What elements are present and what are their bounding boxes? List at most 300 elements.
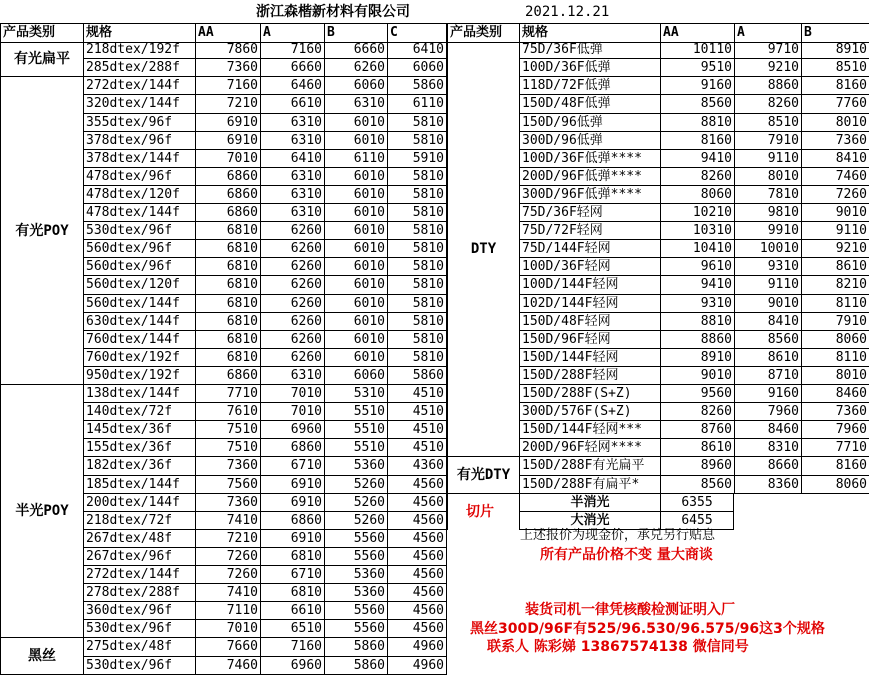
right-spec-cell: 118D/72F低弹 <box>519 77 660 95</box>
left-price-cell: 5260 <box>324 512 387 530</box>
left-price-cell: 5860 <box>324 657 387 675</box>
left-spec-cell: 185dtex/144f <box>83 476 195 494</box>
right-category <box>447 41 519 457</box>
left-price-cell: 7010 <box>260 385 324 403</box>
left-price-cell: 7410 <box>195 512 260 530</box>
right-price-cell: 9710 <box>734 41 801 59</box>
left-price-cell: 6910 <box>260 476 324 494</box>
left-price-cell: 6610 <box>260 95 324 114</box>
left-price-cell: 7010 <box>260 403 324 421</box>
right-price-cell: 8760 <box>660 421 734 439</box>
left-price-cell: 7260 <box>195 548 260 566</box>
left-price-cell: 5810 <box>387 204 447 222</box>
right-price-cell: 8110 <box>801 349 869 367</box>
left-price-cell: 5810 <box>387 186 447 204</box>
left-price-cell: 7860 <box>195 41 260 59</box>
right-price-cell: 8710 <box>734 367 801 385</box>
right-price-cell: 9410 <box>660 150 734 168</box>
note-cash-price: 上述报价为现金价，承兑另行贴息 <box>520 528 716 543</box>
right-header-4: B <box>801 23 869 43</box>
right-price-cell: 8260 <box>734 95 801 114</box>
note-contact: 联系人 陈彩娣 13867574138 微信同号 <box>487 639 749 655</box>
left-price-cell: 6810 <box>195 258 260 276</box>
left-price-cell: 6310 <box>260 204 324 222</box>
right-price-cell: 8160 <box>801 77 869 95</box>
right-price-cell: 10410 <box>660 240 734 258</box>
right-price-cell: 9510 <box>660 59 734 77</box>
left-price-cell: 6260 <box>260 240 324 258</box>
left-price-cell: 4560 <box>387 530 447 548</box>
left-price-cell: 6310 <box>260 367 324 385</box>
date: 2021.12.21 <box>525 4 610 20</box>
left-spec-cell: 267dtex/48f <box>83 530 195 548</box>
right-price-cell: 8560 <box>734 331 801 349</box>
left-spec-cell: 560dtex/96f <box>83 240 195 258</box>
left-category <box>0 385 83 638</box>
right-header-2: AA <box>660 23 734 43</box>
left-price-cell: 5560 <box>324 548 387 566</box>
left-price-cell: 5860 <box>387 77 447 95</box>
left-price-cell: 4510 <box>387 385 447 403</box>
left-price-cell: 6810 <box>195 349 260 367</box>
left-price-cell: 6010 <box>324 132 387 150</box>
left-category <box>0 41 83 77</box>
left-header-2: AA <box>195 23 260 43</box>
right-price-cell: 9010 <box>660 367 734 385</box>
right-price-cell: 9210 <box>801 240 869 258</box>
left-price-cell: 6960 <box>260 657 324 675</box>
left-category <box>0 638 83 675</box>
right-price-cell: 8610 <box>734 349 801 367</box>
left-price-cell: 5810 <box>387 295 447 313</box>
left-price-cell: 6260 <box>260 295 324 313</box>
right-header-1: 规格 <box>519 23 660 43</box>
right-spec-cell: 75D/36F轻网 <box>519 204 660 222</box>
right-price-cell: 7360 <box>801 132 869 150</box>
left-price-cell: 4560 <box>387 602 447 620</box>
right-price-cell: 8660 <box>734 457 801 476</box>
left-price-cell: 5810 <box>387 222 447 240</box>
left-price-cell: 5810 <box>387 132 447 150</box>
right-price-cell: 8060 <box>801 331 869 349</box>
right-price-cell: 8560 <box>660 95 734 114</box>
right-price-cell: 7710 <box>801 439 869 457</box>
right-price-cell: 9310 <box>734 258 801 276</box>
left-price-cell: 6410 <box>260 150 324 168</box>
right-price-cell: 9810 <box>734 204 801 222</box>
right-price-cell: 8510 <box>734 114 801 132</box>
right-price-cell: 8410 <box>801 150 869 168</box>
left-price-cell: 6860 <box>195 186 260 204</box>
left-price-cell: 6010 <box>324 240 387 258</box>
right-spec-cell: 150D/48F轻网 <box>519 313 660 331</box>
left-header-3: A <box>260 23 324 43</box>
left-price-cell: 5360 <box>324 566 387 584</box>
right-price-cell: 8460 <box>801 385 869 403</box>
right-spec-cell: 150D/288F(S+Z) <box>519 385 660 403</box>
left-price-cell: 6010 <box>324 258 387 276</box>
right-price-cell: 8410 <box>734 313 801 331</box>
right-price-cell: 9610 <box>660 258 734 276</box>
left-spec-cell: 278dtex/288f <box>83 584 195 602</box>
left-spec-cell: 760dtex/144f <box>83 331 195 349</box>
left-price-cell: 5560 <box>324 620 387 638</box>
left-price-cell: 5810 <box>387 258 447 276</box>
right-price-cell: 9910 <box>734 222 801 240</box>
note-price-unchanged: 所有产品价格不变 量大商谈 <box>540 547 713 563</box>
category-label: DTY <box>470 240 497 257</box>
left-spec-cell: 218dtex/192f <box>83 41 195 59</box>
right-price-cell: 9010 <box>801 204 869 222</box>
right-price-cell: 8910 <box>660 349 734 367</box>
left-price-cell: 4560 <box>387 494 447 512</box>
left-price-cell: 4560 <box>387 548 447 566</box>
left-price-cell: 7160 <box>260 638 324 657</box>
right-price-cell: 9110 <box>734 150 801 168</box>
right-price-cell: 9110 <box>734 276 801 295</box>
right-price-cell: 8810 <box>660 114 734 132</box>
right-price-cell: 9560 <box>660 385 734 403</box>
left-price-cell: 6710 <box>260 457 324 476</box>
right-price-cell: 7910 <box>801 313 869 331</box>
right-spec-cell: 75D/72F轻网 <box>519 222 660 240</box>
left-price-cell: 6260 <box>260 313 324 331</box>
left-spec-cell: 560dtex/96f <box>83 258 195 276</box>
left-price-cell: 4510 <box>387 403 447 421</box>
left-price-cell: 6910 <box>260 530 324 548</box>
left-spec-cell: 275dtex/48f <box>83 638 195 657</box>
left-price-cell: 7260 <box>195 566 260 584</box>
right-price-cell: 8260 <box>660 168 734 186</box>
right-spec-cell: 75D/144F轻网 <box>519 240 660 258</box>
right-price-cell: 8510 <box>801 59 869 77</box>
left-price-cell: 6310 <box>324 95 387 114</box>
left-price-cell: 6810 <box>195 331 260 349</box>
left-spec-cell: 200dtex/144f <box>83 494 195 512</box>
left-price-cell: 4960 <box>387 638 447 657</box>
right-spec-cell: 100D/144F轻网 <box>519 276 660 295</box>
right-price-cell: 7460 <box>801 168 869 186</box>
left-price-cell: 6260 <box>260 258 324 276</box>
left-price-cell: 7510 <box>195 421 260 439</box>
left-price-cell: 5360 <box>324 584 387 602</box>
left-price-cell: 6860 <box>195 168 260 186</box>
right-header-0: 产品类别 <box>447 23 519 43</box>
left-price-cell: 6810 <box>195 295 260 313</box>
qiepian-price: 6355 <box>660 494 734 512</box>
left-price-cell: 6010 <box>324 168 387 186</box>
left-price-cell: 6010 <box>324 295 387 313</box>
left-price-cell: 4560 <box>387 620 447 638</box>
category-label: 切片 <box>466 504 494 520</box>
category-label: 有光扁平 <box>14 50 70 67</box>
left-price-cell: 5910 <box>387 150 447 168</box>
left-header-1: 规格 <box>83 23 195 43</box>
left-spec-cell: 320dtex/144f <box>83 95 195 114</box>
left-price-cell: 5810 <box>387 349 447 367</box>
left-price-cell: 5510 <box>324 439 387 457</box>
left-header-4: B <box>324 23 387 43</box>
left-price-cell: 5260 <box>324 494 387 512</box>
left-price-cell: 6060 <box>324 77 387 95</box>
category-label: 黑丝 <box>28 648 56 664</box>
right-price-cell: 8610 <box>801 258 869 276</box>
left-price-cell: 5560 <box>324 530 387 548</box>
left-spec-cell: 272dtex/144f <box>83 566 195 584</box>
left-price-cell: 7710 <box>195 385 260 403</box>
right-price-cell: 10110 <box>660 41 734 59</box>
left-price-cell: 7460 <box>195 657 260 675</box>
right-price-cell: 8310 <box>734 439 801 457</box>
left-spec-cell: 478dtex/120f <box>83 186 195 204</box>
left-spec-cell: 355dtex/96f <box>83 114 195 132</box>
left-spec-cell: 145dtex/36f <box>83 421 195 439</box>
right-price-cell: 9210 <box>734 59 801 77</box>
qiepian-grade: 半消光 <box>519 494 660 512</box>
right-spec-cell: 150D/288F轻网 <box>519 367 660 385</box>
category-label: 有光DTY <box>456 467 511 483</box>
right-price-cell: 7910 <box>734 132 801 150</box>
left-price-cell: 5810 <box>387 240 447 258</box>
left-price-cell: 5810 <box>387 331 447 349</box>
left-price-cell: 6010 <box>324 204 387 222</box>
left-spec-cell: 530dtex/96f <box>83 620 195 638</box>
left-header-5: C <box>387 23 447 43</box>
left-price-cell: 6910 <box>195 114 260 132</box>
right-price-cell: 7760 <box>801 95 869 114</box>
left-price-cell: 7110 <box>195 602 260 620</box>
left-price-cell: 6010 <box>324 349 387 367</box>
category-label: 有光POY <box>15 222 69 239</box>
left-price-cell: 6660 <box>260 59 324 77</box>
right-spec-cell: 150D/288F有光扁平 <box>519 457 660 476</box>
right-price-cell: 7360 <box>801 403 869 421</box>
left-price-cell: 6310 <box>260 168 324 186</box>
left-price-cell: 7360 <box>195 457 260 476</box>
left-price-cell: 6810 <box>195 313 260 331</box>
qiepian-price: 6455 <box>660 512 734 530</box>
left-price-cell: 4510 <box>387 439 447 457</box>
right-price-cell: 8860 <box>660 331 734 349</box>
left-price-cell: 5860 <box>387 367 447 385</box>
right-spec-cell: 100D/36F低弹**** <box>519 150 660 168</box>
left-spec-cell: 155dtex/36f <box>83 439 195 457</box>
left-spec-cell: 182dtex/36f <box>83 457 195 476</box>
left-price-cell: 7360 <box>195 494 260 512</box>
left-price-cell: 5810 <box>387 276 447 295</box>
right-price-cell: 8060 <box>660 186 734 204</box>
left-price-cell: 6260 <box>324 59 387 77</box>
left-price-cell: 6860 <box>195 367 260 385</box>
left-spec-cell: 140dtex/72f <box>83 403 195 421</box>
left-price-cell: 7010 <box>195 620 260 638</box>
left-spec-cell: 630dtex/144f <box>83 313 195 331</box>
left-price-cell: 5510 <box>324 421 387 439</box>
right-price-cell: 8110 <box>801 295 869 313</box>
right-price-cell: 8160 <box>801 457 869 476</box>
right-price-cell: 10010 <box>734 240 801 258</box>
left-price-cell: 7160 <box>195 77 260 95</box>
left-price-cell: 6310 <box>260 114 324 132</box>
left-price-cell: 4560 <box>387 476 447 494</box>
left-price-cell: 6010 <box>324 222 387 240</box>
left-price-cell: 6660 <box>324 41 387 59</box>
left-price-cell: 6010 <box>324 313 387 331</box>
qiepian-grade: 大消光 <box>519 512 660 530</box>
left-spec-cell: 560dtex/120f <box>83 276 195 295</box>
left-price-cell: 6810 <box>195 276 260 295</box>
left-spec-cell: 530dtex/96f <box>83 657 195 675</box>
right-spec-cell: 150D/144F轻网 <box>519 349 660 367</box>
left-price-cell: 7360 <box>195 59 260 77</box>
right-price-cell: 8910 <box>801 41 869 59</box>
left-price-cell: 5510 <box>324 403 387 421</box>
left-spec-cell: 378dtex/144f <box>83 150 195 168</box>
right-price-cell: 9310 <box>660 295 734 313</box>
note-driver-covid: 装货司机一律凭核酸检测证明入厂 <box>525 602 735 618</box>
right-spec-cell: 150D/144F轻网*** <box>519 421 660 439</box>
left-price-cell: 7010 <box>195 150 260 168</box>
left-price-cell: 4510 <box>387 421 447 439</box>
left-price-cell: 5310 <box>324 385 387 403</box>
left-spec-cell: 267dtex/96f <box>83 548 195 566</box>
left-price-cell: 7510 <box>195 439 260 457</box>
right-spec-cell: 200D/96F轻网**** <box>519 439 660 457</box>
left-price-cell: 6060 <box>324 367 387 385</box>
left-price-cell: 5810 <box>387 313 447 331</box>
right-price-cell: 9410 <box>660 276 734 295</box>
right-price-cell: 9160 <box>660 77 734 95</box>
left-price-cell: 6310 <box>260 132 324 150</box>
right-price-cell: 8460 <box>734 421 801 439</box>
left-price-cell: 4360 <box>387 457 447 476</box>
left-price-cell: 6910 <box>195 132 260 150</box>
left-price-cell: 5560 <box>324 602 387 620</box>
right-price-cell: 8360 <box>734 476 801 494</box>
left-price-cell: 6810 <box>260 548 324 566</box>
left-price-cell: 6010 <box>324 186 387 204</box>
right-spec-cell: 150D/48F低弹 <box>519 95 660 114</box>
left-price-cell: 6010 <box>324 276 387 295</box>
left-price-cell: 6960 <box>260 421 324 439</box>
left-price-cell: 4560 <box>387 566 447 584</box>
left-price-cell: 6710 <box>260 566 324 584</box>
left-price-cell: 6260 <box>260 349 324 367</box>
right-price-cell: 8010 <box>801 367 869 385</box>
right-price-cell: 9160 <box>734 385 801 403</box>
right-price-cell: 10210 <box>660 204 734 222</box>
left-spec-cell: 950dtex/192f <box>83 367 195 385</box>
left-price-cell: 6810 <box>195 240 260 258</box>
left-price-cell: 6260 <box>260 331 324 349</box>
left-price-cell: 7660 <box>195 638 260 657</box>
left-spec-cell: 285dtex/288f <box>83 59 195 77</box>
left-spec-cell: 138dtex/144f <box>83 385 195 403</box>
right-price-cell: 8260 <box>660 403 734 421</box>
left-price-cell: 5810 <box>387 114 447 132</box>
right-price-cell: 9110 <box>801 222 869 240</box>
left-price-cell: 7160 <box>260 41 324 59</box>
left-price-cell: 6110 <box>324 150 387 168</box>
left-price-cell: 6060 <box>387 59 447 77</box>
left-category <box>0 77 83 385</box>
right-spec-cell: 300D/96低弹 <box>519 132 660 150</box>
left-price-cell: 6310 <box>260 186 324 204</box>
left-price-cell: 5810 <box>387 168 447 186</box>
left-price-cell: 7560 <box>195 476 260 494</box>
right-price-cell: 8610 <box>660 439 734 457</box>
right-price-cell: 7960 <box>801 421 869 439</box>
left-spec-cell: 560dtex/144f <box>83 295 195 313</box>
left-spec-cell: 218dtex/72f <box>83 512 195 530</box>
left-price-cell: 4560 <box>387 584 447 602</box>
note-black-yarn: 黑丝300D/96F有525/96.530/96.575/96这3个规格 <box>470 621 825 637</box>
left-spec-cell: 530dtex/96f <box>83 222 195 240</box>
left-price-cell: 6260 <box>260 222 324 240</box>
left-header-0: 产品类别 <box>0 23 83 43</box>
category-label: 半光POY <box>15 503 69 519</box>
left-price-cell: 5360 <box>324 457 387 476</box>
left-price-cell: 6510 <box>260 620 324 638</box>
left-price-cell: 5860 <box>324 638 387 657</box>
right-price-cell: 8160 <box>660 132 734 150</box>
right-price-cell: 8210 <box>801 276 869 295</box>
right-spec-cell: 100D/36F轻网 <box>519 258 660 276</box>
left-price-cell: 6460 <box>260 77 324 95</box>
left-price-cell: 7410 <box>195 584 260 602</box>
right-header-3: A <box>734 23 801 43</box>
left-price-cell: 6910 <box>260 494 324 512</box>
right-price-cell: 8860 <box>734 77 801 95</box>
left-price-cell: 4560 <box>387 512 447 530</box>
right-price-cell: 8810 <box>660 313 734 331</box>
left-spec-cell: 478dtex/144f <box>83 204 195 222</box>
left-price-cell: 6410 <box>387 41 447 59</box>
right-spec-cell: 300D/576F(S+Z) <box>519 403 660 421</box>
right-price-cell: 8060 <box>801 476 869 494</box>
left-price-cell: 6610 <box>260 602 324 620</box>
right-price-cell: 8010 <box>734 168 801 186</box>
right-spec-cell: 200D/96F低弹**** <box>519 168 660 186</box>
left-price-cell: 7210 <box>195 95 260 114</box>
right-price-cell: 7960 <box>734 403 801 421</box>
right-category <box>447 457 519 494</box>
right-spec-cell: 150D/96F轻网 <box>519 331 660 349</box>
left-price-cell: 6010 <box>324 331 387 349</box>
left-price-cell: 6810 <box>260 584 324 602</box>
left-spec-cell: 760dtex/192f <box>83 349 195 367</box>
left-price-cell: 5260 <box>324 476 387 494</box>
left-spec-cell: 272dtex/144f <box>83 77 195 95</box>
left-price-cell: 6860 <box>260 512 324 530</box>
right-price-cell: 7810 <box>734 186 801 204</box>
left-price-cell: 6810 <box>195 222 260 240</box>
right-price-cell: 10310 <box>660 222 734 240</box>
left-price-cell: 6860 <box>260 439 324 457</box>
left-price-cell: 6010 <box>324 114 387 132</box>
right-spec-cell: 102D/144F轻网 <box>519 295 660 313</box>
right-spec-cell: 100D/36F低弹 <box>519 59 660 77</box>
left-price-cell: 6860 <box>195 204 260 222</box>
right-price-cell: 9010 <box>734 295 801 313</box>
left-price-cell: 7210 <box>195 530 260 548</box>
left-spec-cell: 378dtex/96f <box>83 132 195 150</box>
right-spec-cell: 300D/96F低弹**** <box>519 186 660 204</box>
right-spec-cell: 150D/288F有扁平* <box>519 476 660 494</box>
left-spec-cell: 360dtex/96f <box>83 602 195 620</box>
left-price-cell: 7610 <box>195 403 260 421</box>
right-price-cell: 8960 <box>660 457 734 476</box>
